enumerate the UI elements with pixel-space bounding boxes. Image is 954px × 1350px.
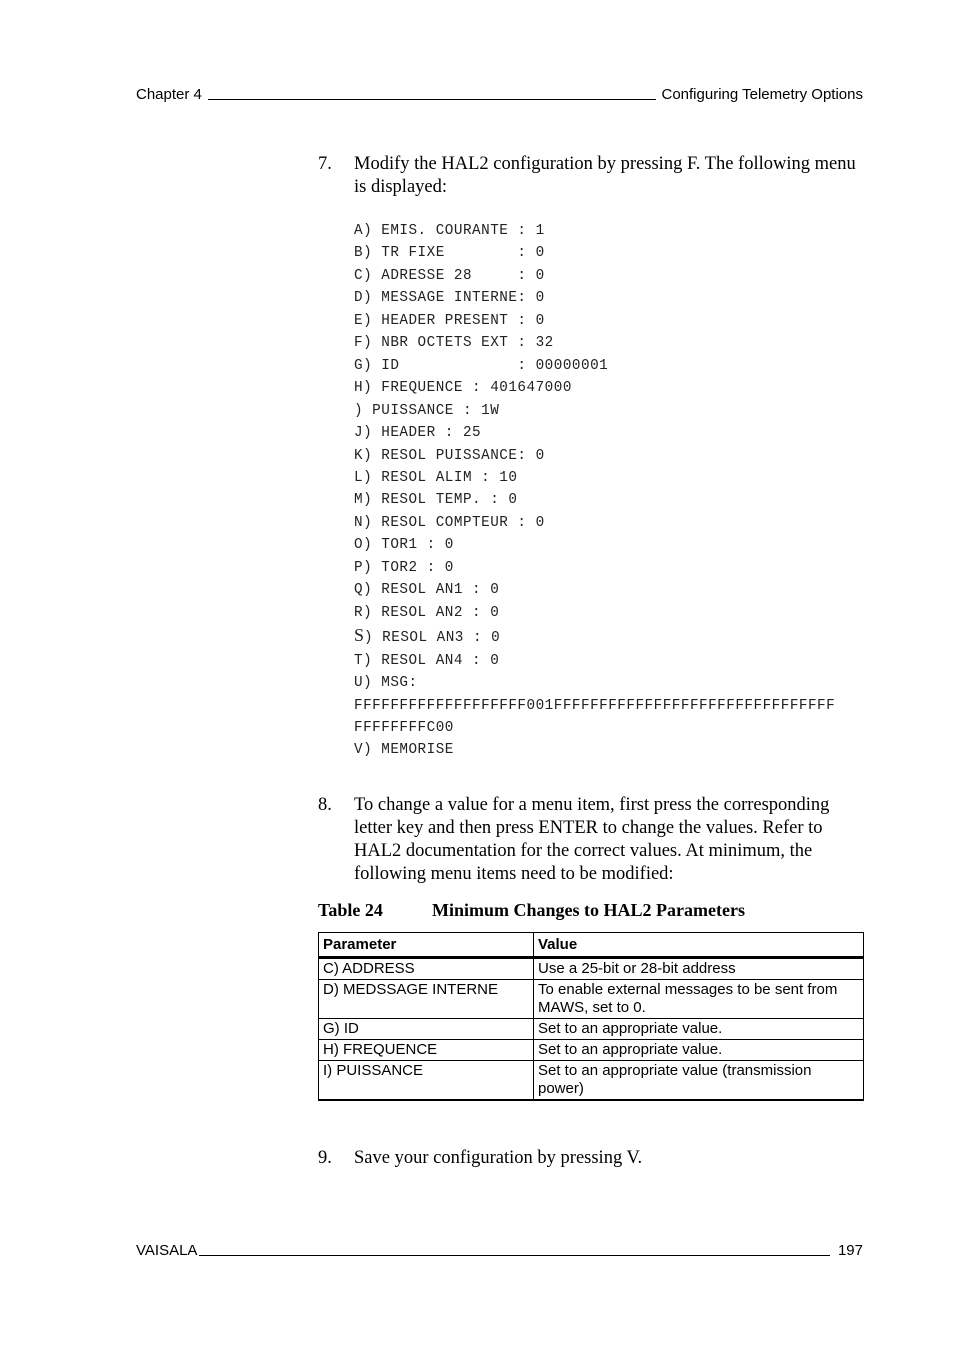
table-caption bbox=[318, 900, 745, 921]
step-text: To change a value for a menu item, first press the corresponding letter key and then press ENTER to change the values. Refer to HAL2 documentation for the correct values. At minimum, the following menu items need to be modified: bbox=[354, 795, 830, 884]
page-footer bbox=[136, 1242, 863, 1259]
step-number: 8. bbox=[318, 795, 332, 815]
parameter-cell: G) ID bbox=[319, 1019, 534, 1040]
menu-line: F) NBR OCTETS EXT : 32 bbox=[354, 335, 554, 352]
company-name: VAISALA bbox=[136, 1242, 198, 1259]
menu-line: Q) RESOL AN1 : 0 bbox=[354, 582, 500, 599]
menu-line: B) TR FIXE : 0 bbox=[354, 245, 545, 262]
menu-line: D) MESSAGE INTERNE: 0 bbox=[354, 290, 545, 307]
column-header-value: Value bbox=[534, 933, 864, 958]
chapter-label: Chapter 4 bbox=[136, 86, 202, 103]
menu-line: J) HEADER : 25 bbox=[354, 425, 482, 442]
menu-line: ) PUISSANCE : 1W bbox=[354, 402, 500, 419]
table-row bbox=[319, 1019, 864, 1040]
header-rule bbox=[208, 98, 656, 100]
value-cell: To enable external messages to be sent from MAWS, set to 0. bbox=[534, 980, 864, 1019]
table-header-row bbox=[319, 933, 864, 958]
menu-line: C) ADRESSE 28 : 0 bbox=[354, 267, 545, 284]
menu-line: O) TOR1 : 0 bbox=[354, 537, 454, 554]
menu-line: T) RESOL AN4 : 0 bbox=[354, 652, 500, 669]
parameter-cell: I) PUISSANCE bbox=[319, 1061, 534, 1101]
table-row bbox=[319, 980, 864, 1019]
menu-line: N) RESOL COMPTEUR : 0 bbox=[354, 514, 545, 531]
section-title: Configuring Telemetry Options bbox=[661, 86, 863, 103]
table-label: Table 24 bbox=[318, 900, 383, 920]
parameter-cell: C) ADDRESS bbox=[319, 958, 534, 980]
table-row bbox=[319, 958, 864, 980]
menu-line: E) HEADER PRESENT : 0 bbox=[354, 312, 545, 329]
menu-line: L) RESOL ALIM : 10 bbox=[354, 469, 518, 486]
menu-line: V) MEMORISE bbox=[354, 742, 454, 759]
menu-line: K) RESOL PUISSANCE: 0 bbox=[354, 447, 545, 464]
page-header bbox=[136, 86, 863, 103]
step-7 bbox=[318, 153, 863, 199]
column-header-parameter: Parameter bbox=[319, 933, 534, 958]
table-title: Minimum Changes to HAL2 Parameters bbox=[432, 900, 745, 920]
step-text: Modify the HAL2 configuration by pressing F. The following menu is displayed: bbox=[354, 154, 856, 197]
menu-line: A) EMIS. COURANTE : 1 bbox=[354, 223, 545, 239]
step-number: 9. bbox=[318, 1148, 332, 1168]
menu-line: FFFFFFFFFFFFFFFFFFF001FFFFFFFFFFFFFFFFFFFFFFFFFFFFFFF bbox=[354, 697, 836, 714]
step-9 bbox=[318, 1147, 863, 1170]
menu-line: M) RESOL TEMP. : 0 bbox=[354, 492, 518, 509]
hal2-menu-listing bbox=[354, 220, 835, 762]
menu-letter-s: S bbox=[354, 625, 365, 646]
step-number: 7. bbox=[318, 154, 332, 174]
menu-line: P) TOR2 : 0 bbox=[354, 559, 454, 576]
hal2-parameters-table bbox=[318, 932, 864, 1101]
value-cell: Set to an appropriate value. bbox=[534, 1040, 864, 1061]
menu-line: R) RESOL AN2 : 0 bbox=[354, 604, 500, 621]
footer-rule bbox=[199, 1254, 830, 1256]
menu-line: FFFFFFFFC00 bbox=[354, 719, 454, 736]
parameter-cell: H) FREQUENCE bbox=[319, 1040, 534, 1061]
menu-line: H) FREQUENCE : 401647000 bbox=[354, 380, 572, 397]
step-8 bbox=[318, 794, 863, 886]
table-row bbox=[319, 1040, 864, 1061]
parameter-cell: D) MEDSSAGE INTERNE bbox=[319, 980, 534, 1019]
menu-line: G) ID : 00000001 bbox=[354, 357, 609, 374]
page-number: 197 bbox=[837, 1242, 863, 1259]
menu-line: U) MSG: bbox=[354, 675, 418, 692]
value-cell: Set to an appropriate value (transmission power) bbox=[534, 1061, 864, 1101]
value-cell: Use a 25-bit or 28-bit address bbox=[534, 958, 864, 980]
value-cell: Set to an appropriate value. bbox=[534, 1019, 864, 1040]
step-text: Save your configuration by pressing V. bbox=[354, 1148, 643, 1168]
menu-line: S) RESOL AN3 : 0 bbox=[354, 625, 501, 647]
table-row bbox=[319, 1061, 864, 1101]
